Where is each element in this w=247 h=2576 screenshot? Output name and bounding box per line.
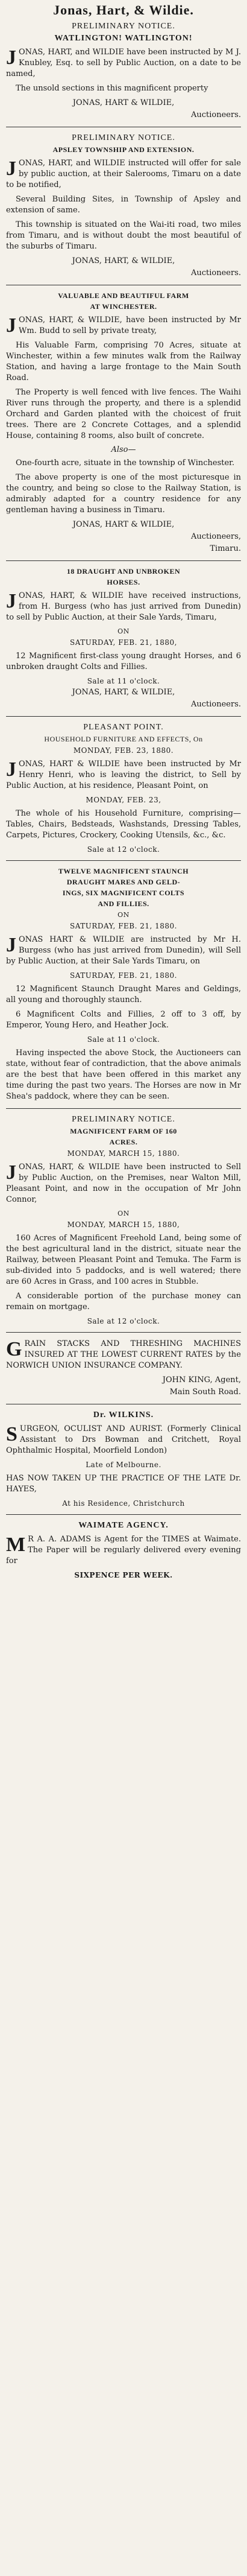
- notice-body: 12 Magnificent Staunch Draught Mares and Geldings, all young and thoroughly staunch.: [6, 985, 241, 1004]
- notice-body: A considerable portion of the purchase money can remain on mortgage.: [6, 1292, 241, 1312]
- notice-heading: PRELIMINARY NOTICE.: [72, 22, 175, 31]
- notice-title: TWELVE MAGNIFICENT STAUNCH: [58, 867, 189, 875]
- notice-signature: JOHN KING, Agent,: [162, 1375, 241, 1385]
- notice-body: This township is situated on the Wai-iti road, two miles from Timaru, and is without doubt the most beautiful of the suburbs of Timaru.: [6, 220, 241, 251]
- notice-heading: PLEASANT POINT.: [83, 723, 164, 732]
- notice-draught-mares: [6, 867, 241, 1102]
- notice-signature: Auctioneers.: [190, 110, 241, 119]
- notice-waimate-agency: [6, 1521, 241, 1580]
- notice-title: HORSES.: [107, 578, 140, 586]
- notice-signature: JONAS, HART, & WILDIE,: [72, 256, 175, 265]
- notice-heading: PRELIMINARY NOTICE.: [72, 133, 175, 142]
- divider: [6, 716, 241, 717]
- notice-title: APSLEY TOWNSHIP AND EXTENSION.: [52, 145, 195, 154]
- divider: [6, 1108, 241, 1109]
- notice-title: VALUABLE AND BEAUTIFUL FARM: [58, 291, 189, 300]
- price-line: SIXPENCE PER WEEK.: [74, 1571, 173, 1579]
- notice-signature: Main South Road.: [169, 1388, 241, 1397]
- notice-signature: Auctioneers.: [190, 700, 241, 709]
- notice-draught-horses: [6, 567, 241, 710]
- notice-body: The unsold sections in this magnificent property: [16, 84, 208, 93]
- divider: [6, 860, 241, 861]
- notice-160-acre-farm: [6, 1115, 241, 1326]
- notice-body: JONAS HART & WILDIE are instructed by Mr H. Burgess (who has just arrived from Dunedin), will Sell by Public Auction, at their Sale Yards Timaru, on: [6, 934, 241, 966]
- on-line: ON: [117, 1210, 130, 1217]
- notice-dr-wilkins: [6, 1410, 241, 1508]
- notice-body: Several Building Sites, in Township of Apsley and extension of same.: [6, 195, 241, 215]
- notice-title: AND FILLIES.: [98, 899, 149, 908]
- notice-watlington: [6, 22, 241, 121]
- sale-date: SATURDAY, FEB. 21, 1880.: [70, 971, 177, 980]
- notice-body: MR A. A. ADAMS is Agent for the TIMES at Waimate. The Paper will be regularly delivered every evening for: [6, 1534, 241, 1566]
- notice-body: 160 Acres of Magnificent Freehold Land, being some of the best agricultural land in the district, situate near the Railway, between Pleasant Point and Temuka. The Farm is sub-divided into 5 paddocks, and is well watered; there are 60 Acres in Grass, and 100 acres in Stubble.: [6, 1234, 241, 1286]
- notice-title: MAGNIFICENT FARM OF 160: [70, 1127, 177, 1135]
- notice-body: One-fourth acre, situate in the township of Winchester.: [16, 458, 235, 468]
- notice-body: 12 Magnificent first-class young draught Horses, and 6 unbroken draught Colts and Fillies.: [6, 652, 241, 671]
- notice-signature: Auctioneers.: [190, 268, 241, 278]
- on-line: ON: [117, 627, 130, 635]
- notice-body: JONAS, HART, & WILDIE, have been instructed by Mr Wm. Budd to sell by private treaty,: [6, 314, 241, 337]
- notice-body: His Valuable Farm, comprising 70 Acres, situate at Winchester, within a few minutes walk from the Railway Station, and having a large frontage to the Main South Road.: [6, 341, 241, 382]
- sale-date: MONDAY, MARCH 15, 1880,: [67, 1220, 180, 1229]
- notice-body: JONAS, HART & WILDIE have been instructed by Mr Henry Henri, who is leaving the district, to Sell by Public Auction, at his residence, Pleasant Point, on: [6, 758, 241, 790]
- notice-body: JONAS, HART, and WILDIE have been instructed by M J. Knubley, Esq. to sell by Public Auction, on a date to be named,: [6, 46, 241, 78]
- notice-heading: PRELIMINARY NOTICE.: [72, 1115, 175, 1124]
- notice-title: HOUSEHOLD FURNITURE AND EFFECTS, On: [44, 735, 203, 743]
- sale-date: MONDAY, FEB. 23, 1880.: [73, 746, 174, 755]
- notice-title: AT WINCHESTER.: [90, 302, 157, 311]
- notice-body: Late of Melbourne.: [86, 1461, 161, 1469]
- notice-body: JONAS, HART, & WILDIE have been instructed to Sell by Public Auction, on the Premises, near Walton Mill, Pleasant Point, and now in the occupation of Mr John Connor,: [6, 1161, 241, 1204]
- notice-pleasant-point: [6, 723, 241, 854]
- notice-body: JONAS, HART, and WILDIE instructed will offer for sale by public auction, at their Salerooms, Timaru on a date to be notified,: [6, 157, 241, 189]
- divider: [6, 560, 241, 561]
- also-line: Also—: [111, 445, 136, 454]
- on-line: ON: [117, 911, 130, 919]
- notice-body: The Property is well fenced with live fences. The Waihi River runs through the property, and there is a splendid Orchard and Garden planted with the choicest of fruit trees. There are 2 Concrete Cottages, and a splendid House, containing 8 rooms, also built of concrete.: [6, 388, 241, 440]
- notice-body: At his Residence, Christchurch: [62, 1499, 185, 1508]
- notice-title: ACRES.: [109, 1138, 138, 1146]
- divider: [6, 1332, 241, 1333]
- notice-body: The above property is one of the most picturesque in the country, and being so close to the Railway Station, is admirably adapted for a country residence for any gentleman having a business in Timaru.: [6, 473, 241, 515]
- notice-body: SURGEON, OCULIST AND AURIST. (Formerly Clinical Assistant to Drs Bowman and Critchett, Royal Ophthalmic Hospital, Moorfield London): [6, 1423, 241, 1455]
- notice-title: WATLINGTON! WATLINGTON!: [54, 34, 193, 43]
- notice-signature: Timaru.: [210, 544, 241, 553]
- sale-date: SATURDAY, FEB. 21, 1880.: [70, 922, 177, 930]
- notice-body: GRAIN STACKS AND THRESHING MACHINES INSURED AT THE LOWEST CURRENT RATES by the NORWICH UNION INSURANCE COMPANY.: [6, 1338, 241, 1370]
- notice-apsley: [6, 133, 241, 279]
- notice-title: 18 DRAUGHT AND UNBROKEN: [66, 567, 181, 576]
- notice-title: DRAUGHT MARES AND GELD-: [66, 878, 181, 886]
- sale-time: Sale at 11 o'clock.: [87, 1035, 160, 1044]
- notice-signature: Auctioneers,: [190, 532, 241, 541]
- sale-date: MONDAY, MARCH 15, 1880.: [67, 1149, 180, 1158]
- sale-time: Sale at 12 o'clock.: [87, 845, 160, 854]
- sale-time: Sale at 11 o'clock.: [87, 677, 160, 685]
- notice-signature: JONAS, HART & WILDIE,: [72, 98, 175, 107]
- notice-body: Having inspected the above Stock, the Auctioneers can state, without fear of contradiction, that the above animals are the best that have been offered in this market any time during the past two years. The Horses are now in Mr Shea's paddock, where they can be seen.: [6, 1048, 241, 1101]
- notice-title: Dr. WILKINS.: [93, 1410, 154, 1420]
- notice-signature: JONAS, HART & WILDIE,: [72, 520, 175, 529]
- notice-body: JONAS, HART, & WILDIE have received instructions, from H. Burgess (who has just arrived from Dunedin) to sell by Public Auction, at their Sale Yards, Timaru,: [6, 590, 241, 622]
- notice-body: The whole of his Household Furniture, comprising—Tables, Chairs, Bedsteads, Washstands, Dressing Tables, Carpets, Pictures, Crockery, Cooking Utensils, &c., &c.: [6, 809, 241, 840]
- notice-signature: JONAS, HART, & WILDIE,: [72, 688, 175, 697]
- masthead: Jonas, Hart, & Wildie.: [53, 2, 194, 17]
- sale-time: Sale at 12 o'clock.: [87, 1317, 160, 1325]
- notice-body: HAS NOW TAKEN UP THE PRACTICE OF THE LATE Dr. HAYES,: [6, 1474, 241, 1494]
- divider: [6, 1514, 241, 1515]
- notice-winchester-farm: [6, 291, 241, 554]
- notice-title: WAIMATE AGENCY.: [78, 1521, 169, 1530]
- notice-body: 6 Magnificent Colts and Fillies, 2 off to 3 off, by Emperor, Young Hero, and Heather Jock.: [6, 1010, 241, 1030]
- sale-date: MONDAY, FEB. 23,: [86, 796, 161, 804]
- notice-title: INGS, SIX MAGNIFICENT COLTS: [62, 889, 185, 897]
- notice-insurance: [6, 1339, 241, 1398]
- sale-date: SATURDAY, FEB. 21, 1880,: [70, 638, 177, 647]
